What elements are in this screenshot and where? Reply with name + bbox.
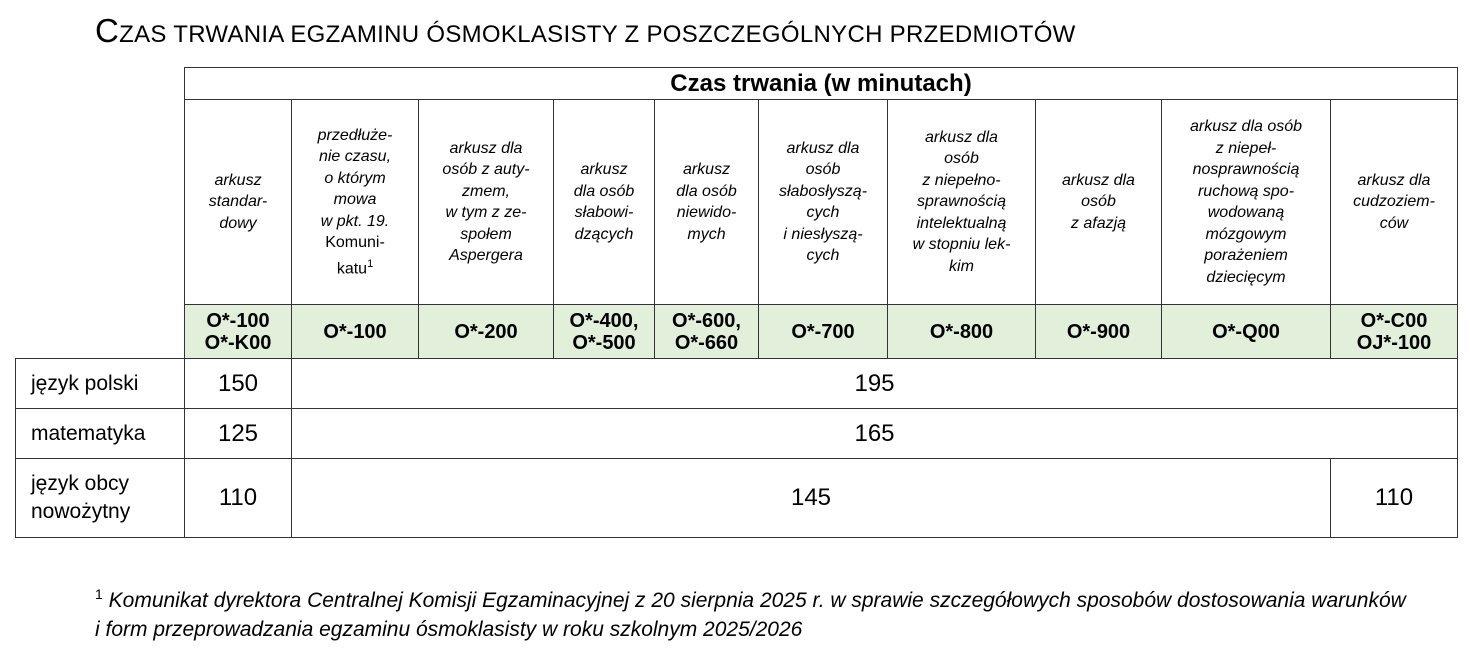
column-header-line: Aspergera bbox=[449, 247, 523, 264]
sheet-code: O*-500 bbox=[572, 331, 636, 354]
column-header-line: intelektualną bbox=[916, 214, 1007, 232]
column-header-line: arkusz bbox=[214, 171, 262, 189]
column-header-line: w pkt. 19. bbox=[320, 212, 390, 230]
table-row bbox=[16, 459, 1458, 538]
column-header-line: cych bbox=[806, 204, 840, 221]
footnote bbox=[95, 580, 1406, 644]
footnote-reference: 1 bbox=[367, 257, 374, 270]
column-header-line: dziecięcym bbox=[1206, 268, 1286, 286]
footnote-line bbox=[95, 615, 1406, 644]
sheet-code: O*-100 bbox=[206, 309, 270, 332]
sheet-code-cell bbox=[292, 305, 419, 359]
column-header-line: arkusz dla bbox=[1062, 171, 1135, 189]
column-header-line: arkusz dla osób bbox=[1189, 118, 1303, 135]
sheet-code: O*-K00 bbox=[204, 331, 272, 354]
column-header-line: arkusz dla bbox=[449, 139, 523, 157]
subject-label: nowożytny bbox=[31, 500, 131, 523]
sheet-code: O*-660 bbox=[674, 331, 739, 354]
column-header-line: w tym z ze- bbox=[445, 204, 527, 221]
column-header-line: wodowaną bbox=[1207, 204, 1285, 221]
subject-cell bbox=[16, 409, 185, 459]
column-header bbox=[759, 100, 888, 305]
extended-time-cell: 165 bbox=[292, 409, 1458, 459]
column-header-line: arkusz dla bbox=[925, 128, 998, 146]
footnote-line bbox=[95, 580, 1406, 615]
subject-label: matematyka bbox=[31, 421, 146, 445]
column-header-line: z niepeł- bbox=[1215, 139, 1277, 157]
column-header-line: dzących bbox=[574, 225, 634, 243]
column-header bbox=[185, 100, 292, 305]
sheet-code: O*-Q00 bbox=[1212, 320, 1280, 343]
extended-time-cell: 195 bbox=[292, 359, 1458, 409]
column-description-row bbox=[16, 100, 1458, 305]
sheet-code: O*-700 bbox=[791, 320, 855, 343]
table-row bbox=[16, 409, 1458, 459]
column-header-line: mych bbox=[687, 225, 726, 243]
column-header-line: katu bbox=[336, 259, 368, 277]
subject-cell bbox=[16, 359, 185, 409]
title-initial: C bbox=[95, 12, 120, 49]
subject-cell bbox=[16, 459, 185, 538]
column-header-line: kim bbox=[949, 257, 974, 275]
subject-label: język obcy bbox=[31, 472, 130, 495]
sheet-code-cell bbox=[1331, 305, 1458, 359]
column-header-line: porażeniem bbox=[1204, 247, 1288, 264]
footnote-text: i form przeprowadzania egzaminu ósmoklasisty w roku szkolnym 2025/2026 bbox=[95, 618, 803, 641]
column-header bbox=[419, 100, 554, 305]
column-header-line: arkusz bbox=[580, 161, 628, 178]
standard-time-cell: 125 bbox=[185, 409, 292, 459]
sheet-code: OJ*-100 bbox=[1356, 331, 1432, 354]
sheet-code: O*-C00 bbox=[1360, 309, 1428, 332]
subject-label: język polski bbox=[31, 371, 139, 395]
column-header-line: osób bbox=[805, 161, 841, 178]
column-header-line: osób bbox=[1081, 193, 1116, 211]
column-header-line: słabosłyszą- bbox=[778, 182, 868, 200]
column-header-line: arkusz dla bbox=[1357, 171, 1431, 189]
standard-time-cell: 110 bbox=[185, 459, 292, 538]
standard-time-cell: 150 bbox=[185, 359, 292, 409]
column-header-line: nosprawnością bbox=[1192, 161, 1300, 178]
table-row bbox=[16, 359, 1458, 409]
column-header-line: ców bbox=[1379, 214, 1409, 232]
column-header-line: przedłuże- bbox=[317, 126, 393, 144]
sheet-code-cell bbox=[655, 305, 759, 359]
column-header-line: społem bbox=[460, 225, 512, 243]
column-header-line: dla osób bbox=[573, 182, 635, 200]
sheet-code-cell bbox=[888, 305, 1036, 359]
foreigners-time-cell: 110 bbox=[1331, 459, 1458, 538]
column-header-line: nie czasu, bbox=[318, 148, 392, 166]
footnote-marker: 1 bbox=[95, 586, 103, 602]
sheet-code-cell bbox=[759, 305, 888, 359]
column-header-line: z niepełno- bbox=[922, 171, 1001, 189]
column-header-line: z afazją bbox=[1070, 214, 1127, 232]
column-header bbox=[1331, 100, 1458, 305]
sheet-code: O*-600, bbox=[672, 309, 741, 332]
column-header-line: dla osób bbox=[676, 182, 737, 200]
column-header-line: o którym bbox=[324, 169, 386, 187]
sheet-code-cell bbox=[1036, 305, 1162, 359]
column-header-line: arkusz dla bbox=[786, 139, 860, 157]
main-header: Czas trwania (w minutach) bbox=[185, 68, 1458, 100]
column-header-line: cych bbox=[806, 247, 840, 264]
column-header-line: osób bbox=[944, 150, 979, 168]
sheet-code-cell bbox=[554, 305, 655, 359]
column-header-line: dowy bbox=[219, 214, 257, 232]
extended-time-cell: 145 bbox=[292, 459, 1331, 538]
column-header-line: cudzoziem- bbox=[1353, 193, 1435, 211]
code-row bbox=[16, 305, 1458, 359]
column-header bbox=[292, 100, 419, 305]
column-header-line: arkusz bbox=[682, 161, 731, 178]
column-header-line: zmem, bbox=[462, 182, 510, 200]
column-header bbox=[1036, 100, 1162, 305]
column-header bbox=[655, 100, 759, 305]
sheet-code: O*-800 bbox=[929, 320, 994, 343]
sheet-code: O*-900 bbox=[1066, 320, 1131, 343]
sheet-code-cell bbox=[185, 305, 292, 359]
page-title bbox=[95, 12, 1076, 50]
footnote-text: Komunikat dyrektora Centralnej Komisji Egzaminacyjnej z 20 sierpnia 2025 r. w sprawie szczegółowych sposobów dostosowania warunków bbox=[108, 589, 1406, 612]
column-header-line: sprawnością bbox=[917, 193, 1006, 211]
column-header-line: mowa bbox=[333, 191, 377, 209]
column-header-line: i niesłyszą- bbox=[783, 225, 863, 243]
column-header-line: mózgowym bbox=[1205, 225, 1287, 243]
sheet-code: O*-200 bbox=[454, 320, 518, 343]
column-header-line: słabowi- bbox=[574, 204, 634, 221]
column-header bbox=[1162, 100, 1331, 305]
column-header-line: ruchową spo- bbox=[1197, 182, 1295, 200]
exam-duration-table bbox=[15, 67, 1458, 538]
column-header-line: osób z auty- bbox=[442, 161, 530, 178]
sheet-code: O*-400, bbox=[569, 309, 639, 332]
corner-cell bbox=[16, 68, 185, 359]
column-header bbox=[888, 100, 1036, 305]
column-header-line: Komuni- bbox=[325, 234, 385, 252]
sheet-code-cell bbox=[419, 305, 554, 359]
column-header bbox=[554, 100, 655, 305]
title-rest: ZAS TRWANIA EGZAMINU ÓSMOKLASISTY Z POSZCZEGÓLNYCH PRZEDMIOTÓW bbox=[119, 21, 1076, 48]
column-header-line: standar- bbox=[208, 193, 268, 211]
column-header-line: niewido- bbox=[676, 204, 737, 221]
sheet-code: O*-100 bbox=[323, 320, 387, 343]
column-header-line: w stopniu lek- bbox=[912, 236, 1011, 254]
sheet-code-cell bbox=[1162, 305, 1331, 359]
